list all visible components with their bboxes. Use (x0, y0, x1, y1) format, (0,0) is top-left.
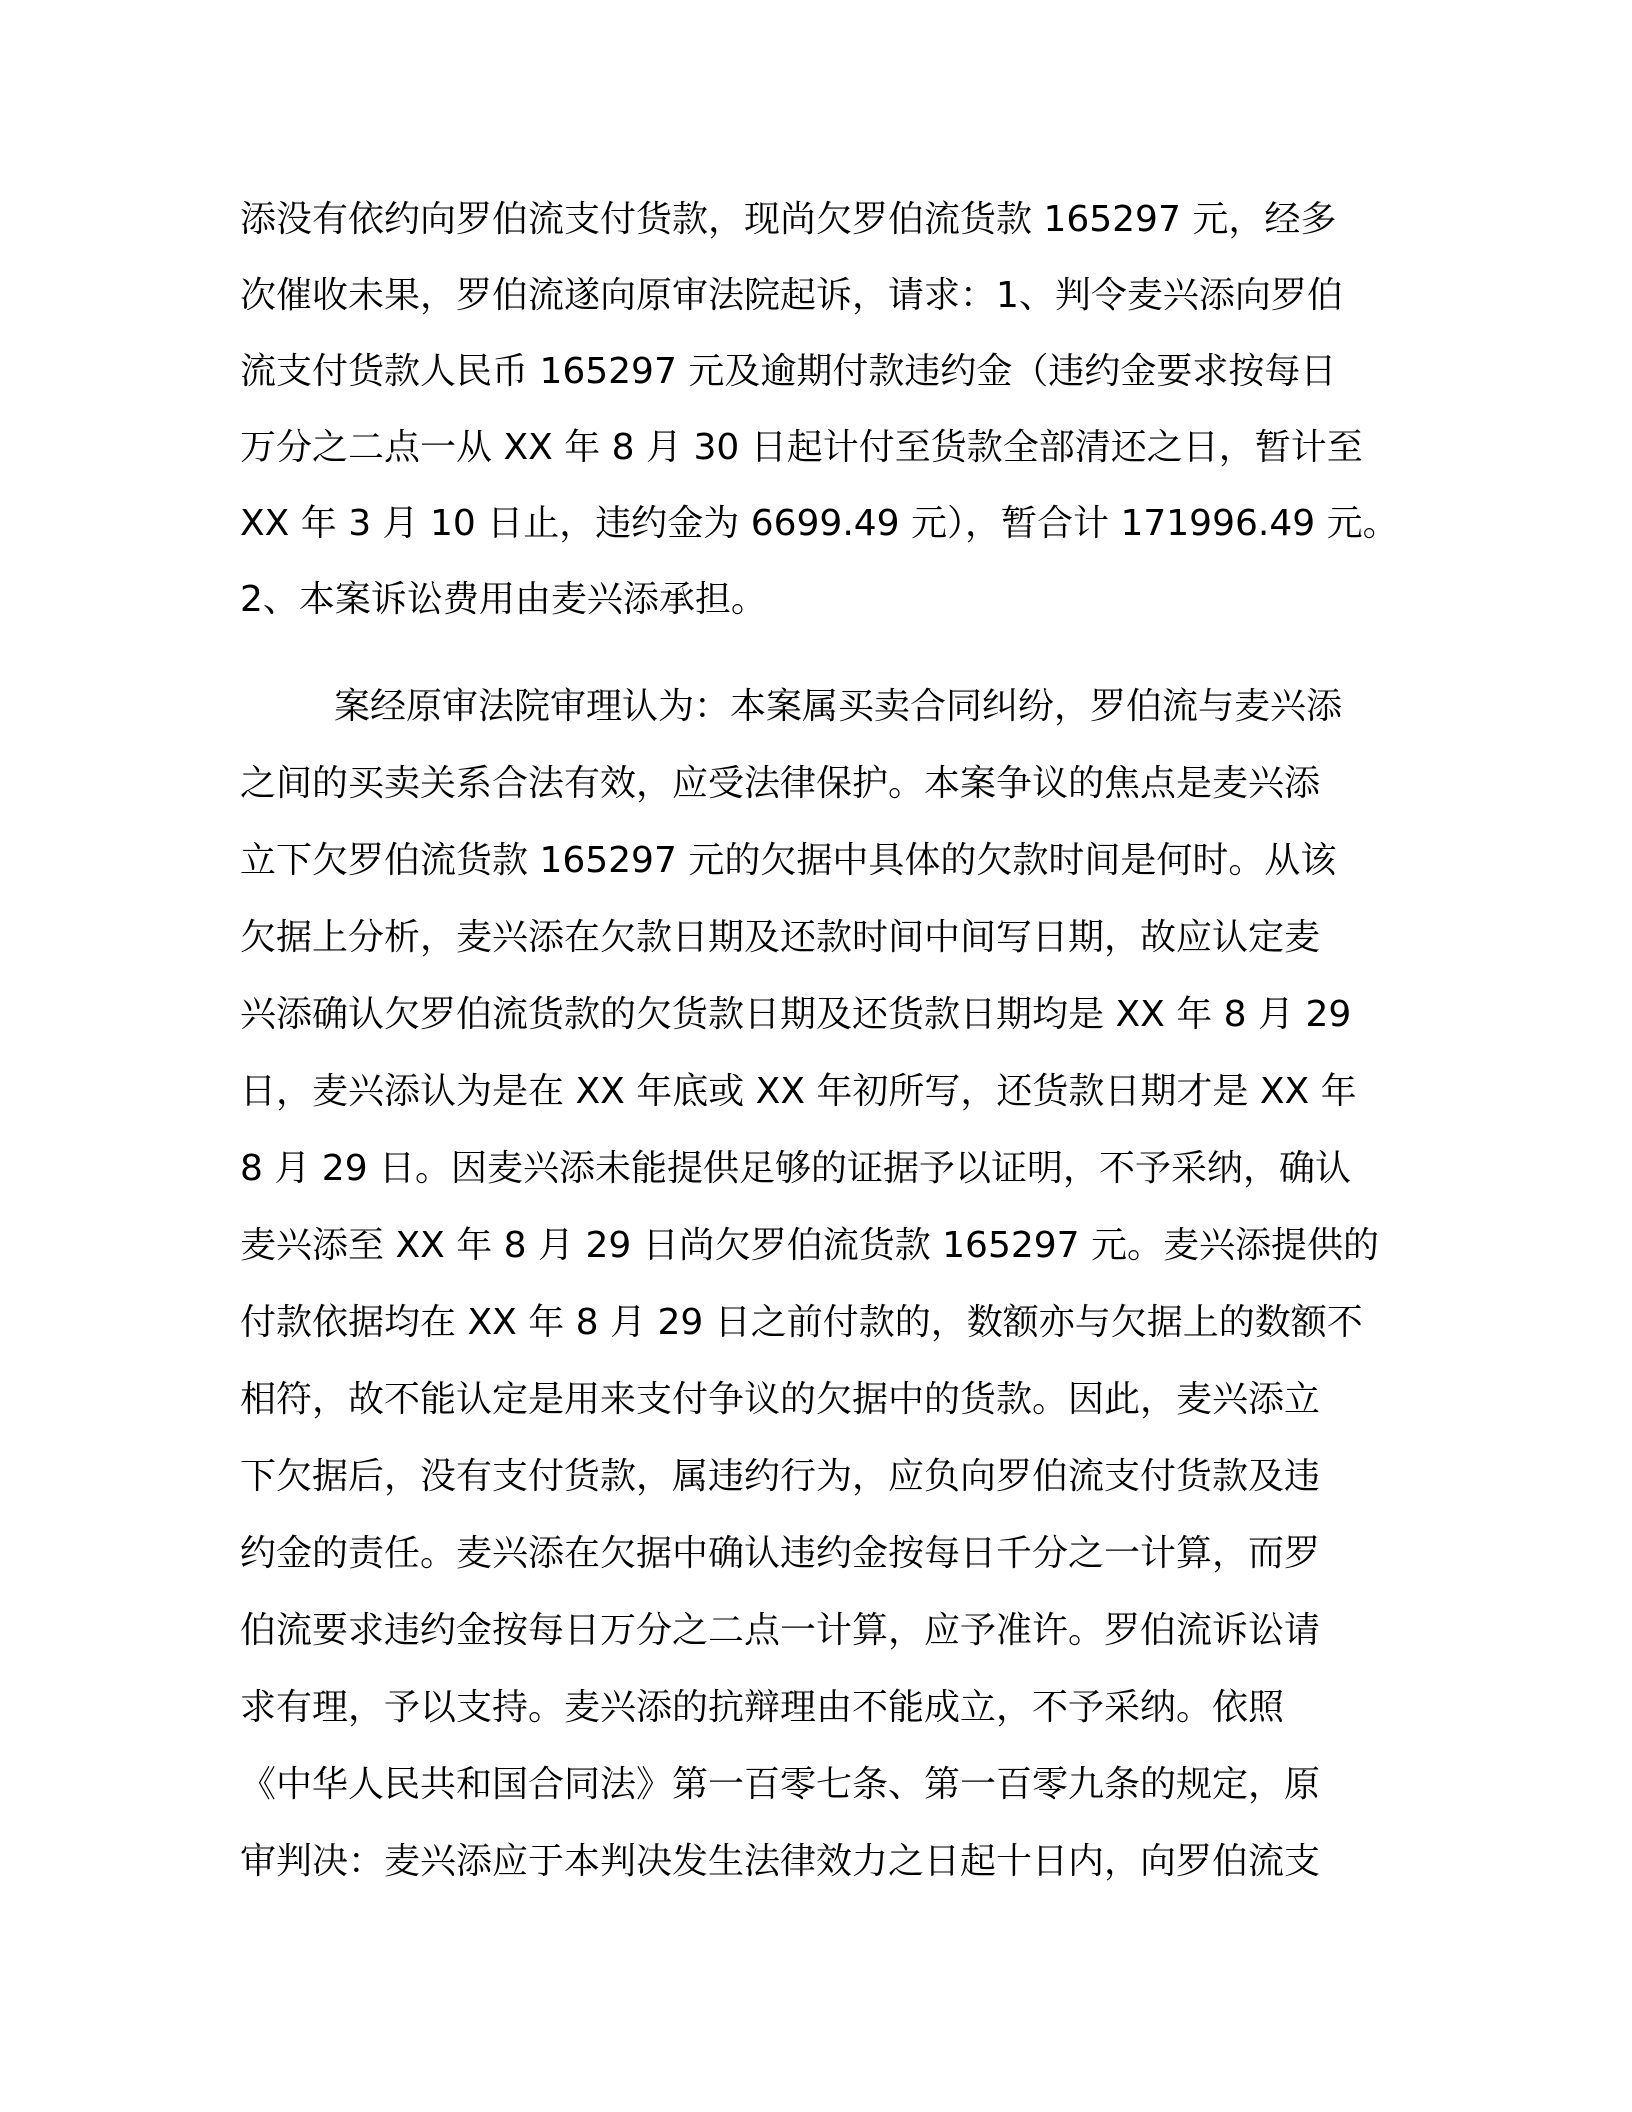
paragraph-line: 《中华人民共和国合同法》第一百零七条、第一百零九条的规定，原 (240, 1764, 1321, 1805)
paragraph-line: 伯流要求违约金按每日万分之二点一计算，应予准许。罗伯流诉讼请 (240, 1610, 1321, 1651)
paragraph-line: 次催收未果，罗伯流遂向原审法院起诉，请求：1、判令麦兴添向罗伯 (240, 275, 1343, 316)
paragraph-line: 付款依据均在 XX 年 8 月 29 日之前付款的，数额亦与欠据上的数额不 (240, 1302, 1363, 1343)
paragraph-line: 兴添确认欠罗伯流货款的欠货款日期及还货款日期均是 XX 年 8 月 29 (240, 994, 1352, 1035)
paragraph-line: 审判决：麦兴添应于本判决发生法律效力之日起十日内，向罗伯流支 (240, 1841, 1321, 1882)
paragraph-line: 添没有依约向罗伯流支付货款，现尚欠罗伯流货款 165297 元，经多 (240, 199, 1337, 240)
paragraph-line: 万分之二点一从 XX 年 8 月 30 日起计付至货款全部清还之日，暂计至 (240, 427, 1363, 468)
paragraph-line: 日，麦兴添认为是在 XX 年底或 XX 年初所写，还货款日期才是 XX 年 (240, 1071, 1357, 1112)
paragraph-line: 欠据上分析，麦兴添在欠款日期及还款时间中间写日期，故应认定麦 (240, 917, 1321, 958)
paragraph-line: 麦兴添至 XX 年 8 月 29 日尚欠罗伯流货款 165297 元。麦兴添提供的 (240, 1225, 1380, 1266)
paragraph-line: 之间的买卖关系合法有效，应受法律保护。本案争议的焦点是麦兴添 (240, 763, 1321, 804)
paragraph-line: 流支付货款人民币 165297 元及逾期付款违约金（违约金要求按每日 (240, 351, 1337, 392)
paragraph-court-finding (240, 668, 1380, 1900)
paragraph-line: 立下欠罗伯流货款 165297 元的欠据中具体的欠款时间是何时。从该 (240, 840, 1337, 881)
paragraph-line: 下欠据后，没有支付货款，属违约行为，应负向罗伯流支付货款及违 (240, 1456, 1321, 1497)
paragraph-line: 2、本案诉讼费用由麦兴添承担。 (240, 579, 767, 620)
paragraph-line: 案经原审法院审理认为：本案属买卖合同纠纷，罗伯流与麦兴添 (334, 686, 1343, 727)
paragraph-line: 约金的责任。麦兴添在欠据中确认违约金按每日千分之一计算，而罗 (240, 1533, 1321, 1574)
paragraph-claim (240, 182, 1399, 638)
paragraph-line: XX 年 3 月 10 日止，违约金为 6699.49 元），暂合计 171996.49 元。 (240, 503, 1399, 544)
paragraph-line: 8 月 29 日。因麦兴添未能提供足够的证据予以证明，不予采纳，确认 (240, 1148, 1352, 1189)
paragraph-line: 求有理，予以支持。麦兴添的抗辩理由不能成立，不予采纳。依照 (240, 1687, 1285, 1728)
paragraph-line: 相符，故不能认定是用来支付争议的欠据中的货款。因此，麦兴添立 (240, 1379, 1321, 1420)
